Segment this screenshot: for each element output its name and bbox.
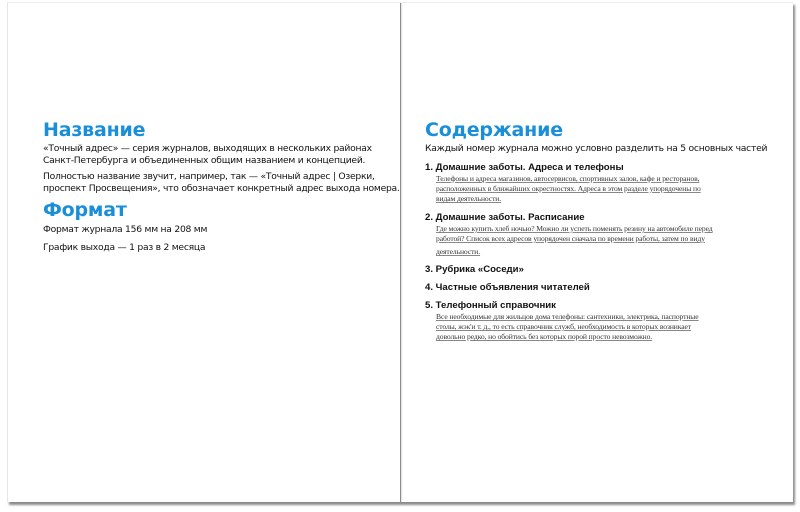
- contents-item-desc: Где можно купить хлеб ночью? Можно ли успеть поменять резину на автомобиле перед: [436, 224, 713, 233]
- contents-item: [425, 162, 767, 204]
- contents-item-title: 2. Домашние заботы. Расписание: [425, 212, 585, 223]
- contents-item: [425, 300, 767, 342]
- format-line: Формат журнала 156 мм на 208 мм: [43, 224, 208, 235]
- paragraph-line: «Точный адрес» — серия журналов, выходящих в нескольких районах: [43, 143, 372, 154]
- contents-item-desc: столы, жэк'и т. д., то есть справочник служб, необходимость в которых возникает: [436, 322, 692, 331]
- contents-item-desc: деятельности.: [436, 247, 481, 256]
- magazine-spread: [7, 2, 793, 502]
- section-name: [43, 119, 400, 195]
- section-format-heading: Формат: [43, 199, 127, 221]
- contents-item-desc: расположенных в ближайших окрестностях. Адреса в этом разделе упорядочены по: [436, 184, 701, 193]
- contents-item: [425, 212, 767, 257]
- contents-item-desc: довольно редко, но обойтись без которых порой просто невозможно.: [436, 332, 653, 341]
- contents-item-desc: видам деятельности.: [436, 194, 502, 203]
- paragraph-line: Полностью название звучит, например, так — «Точный адрес | Озерки,: [43, 171, 375, 182]
- contents-item-title: 1. Домашние заботы. Адреса и телефоны: [425, 162, 624, 173]
- left-page: [8, 3, 400, 502]
- section-contents: [425, 119, 767, 342]
- contents-item-title: 5. Телефонный справочник: [425, 300, 556, 311]
- contents-item-title: 3. Рубрика «Соседи»: [425, 264, 524, 275]
- schedule-line: График выхода — 1 раз в 2 месяца: [43, 242, 206, 253]
- right-page: [401, 3, 793, 502]
- contents-intro: Каждый номер журнала можно условно разделить на 5 основных частей: [425, 143, 768, 154]
- paragraph-line: проспект Просвещения», что обозначает конкретный адрес выхода номера.: [43, 183, 400, 194]
- contents-heading: Содержание: [425, 119, 563, 141]
- contents-item-desc: работой? Список всех адресов упорядочен сначала по времени работы, затем по виду: [436, 234, 705, 243]
- section-name-heading: Название: [43, 119, 146, 141]
- contents-item-desc: Все необходимые для жильцов дома телефоны: сантехники, электрика, паспортные: [436, 312, 699, 321]
- paragraph-line: Санкт-Петербурга и объединенных общим названием и концепцией.: [43, 155, 366, 166]
- contents-item: [425, 282, 767, 294]
- section-format: [43, 199, 207, 254]
- contents-item-title: 4. Частные объявления читателей: [425, 282, 590, 293]
- contents-item: [425, 264, 767, 276]
- contents-item-desc: Телефоны и адреса магазинов, автосервисов, спортивных залов, кафе и ресторанов,: [436, 174, 700, 183]
